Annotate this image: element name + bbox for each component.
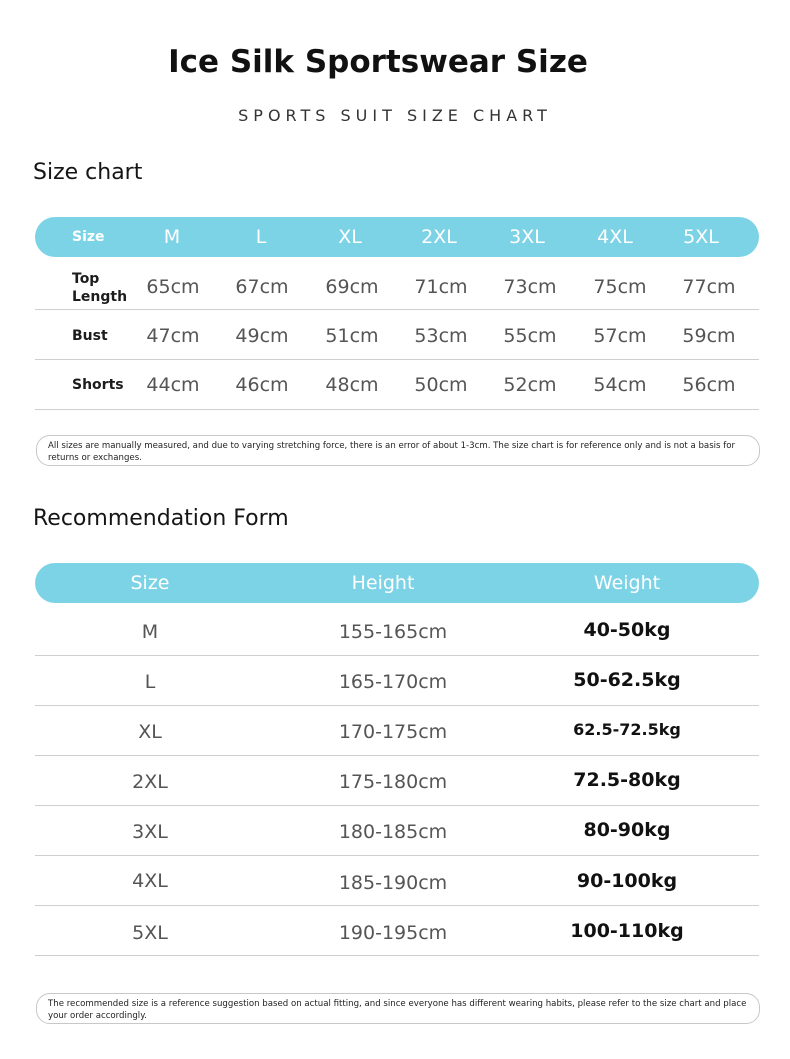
- table-cell: 52cm: [503, 374, 557, 396]
- rec-header-weight: Weight: [593, 572, 661, 594]
- size-header-cell: 5XL: [683, 226, 719, 248]
- table-cell: 65cm: [146, 276, 200, 298]
- size-header-cell: L: [255, 226, 267, 248]
- size-chart-note: All sizes are manually measured, and due to varying stretching force, there is an error of about 1-3cm. The size chart is for reference only and is not a basis for returns or exchanges.: [36, 435, 760, 466]
- row-label: Shorts: [72, 377, 124, 393]
- rec-weight-cell: 62.5-72.5kg: [573, 720, 681, 739]
- table-row: [35, 856, 759, 906]
- size-header-cell: M: [163, 226, 181, 248]
- table-cell: 69cm: [325, 276, 379, 298]
- rec-height-cell: 155-165cm: [338, 621, 448, 643]
- table-cell: 49cm: [235, 325, 289, 347]
- table-row: [35, 260, 759, 310]
- rec-weight-cell: 72.5-80kg: [573, 769, 681, 791]
- table-cell: 73cm: [503, 276, 557, 298]
- rec-weight-cell: 100-110kg: [570, 920, 684, 942]
- rec-size-cell: 2XL: [132, 771, 168, 793]
- table-cell: 67cm: [235, 276, 289, 298]
- rec-height-cell: 190-195cm: [338, 922, 448, 944]
- rec-height-cell: 170-175cm: [338, 721, 448, 743]
- rec-size-cell: L: [144, 671, 156, 693]
- rec-size-cell: 5XL: [132, 922, 168, 944]
- row-label: Bust: [72, 328, 108, 344]
- size-header-cell: 3XL: [509, 226, 545, 248]
- size-header-cell: XL: [338, 226, 362, 248]
- table-row: [35, 806, 759, 856]
- size-chart-header: [35, 217, 759, 257]
- row-label: Top Length: [72, 271, 128, 305]
- size-header-label: Size: [72, 229, 105, 245]
- rec-height-cell: 180-185cm: [338, 821, 448, 843]
- rec-weight-cell: 40-50kg: [583, 619, 671, 641]
- recommendation-section-title: Recommendation Form: [33, 506, 289, 531]
- table-cell: 47cm: [146, 325, 200, 347]
- table-row: [35, 656, 759, 706]
- table-cell: 46cm: [235, 374, 289, 396]
- table-cell: 59cm: [682, 325, 736, 347]
- rec-height-cell: 185-190cm: [338, 872, 448, 894]
- table-cell: 75cm: [593, 276, 647, 298]
- recommendation-header: [35, 563, 759, 603]
- rec-size-cell: 4XL: [132, 870, 168, 892]
- table-cell: 55cm: [503, 325, 557, 347]
- rec-weight-cell: 90-100kg: [576, 870, 678, 892]
- table-row: [35, 606, 759, 656]
- rec-height-cell: 175-180cm: [338, 771, 448, 793]
- size-header-cell: 2XL: [421, 226, 457, 248]
- table-cell: 56cm: [682, 374, 736, 396]
- rec-size-cell: 3XL: [132, 821, 168, 843]
- table-cell: 51cm: [325, 325, 379, 347]
- table-row: [35, 706, 759, 756]
- table-cell: 77cm: [682, 276, 736, 298]
- rec-header-size: Size: [130, 572, 170, 594]
- table-cell: 50cm: [414, 374, 468, 396]
- page-subtitle: SPORTS SUIT SIZE CHART: [238, 106, 552, 125]
- table-cell: 48cm: [325, 374, 379, 396]
- rec-size-cell: M: [141, 621, 159, 643]
- table-row: [35, 906, 759, 956]
- table-cell: 71cm: [414, 276, 468, 298]
- rec-size-cell: XL: [138, 721, 162, 743]
- table-row: [35, 756, 759, 806]
- table-cell: 44cm: [146, 374, 200, 396]
- rec-weight-cell: 80-90kg: [583, 819, 671, 841]
- rec-header-height: Height: [351, 572, 415, 594]
- page-title: Ice Silk Sportswear Size: [168, 44, 588, 80]
- table-cell: 54cm: [593, 374, 647, 396]
- rec-height-cell: 165-170cm: [338, 671, 448, 693]
- table-row: [35, 310, 759, 360]
- rec-weight-cell: 50-62.5kg: [573, 669, 681, 691]
- size-chart-section-title: Size chart: [33, 160, 143, 185]
- table-cell: 53cm: [414, 325, 468, 347]
- recommendation-note: The recommended size is a reference suggestion based on actual fitting, and since everyone has different wearing habits, please refer to the size chart and place your order accordingly.: [36, 993, 760, 1024]
- table-row: [35, 360, 759, 410]
- size-header-cell: 4XL: [597, 226, 633, 248]
- table-cell: 57cm: [593, 325, 647, 347]
